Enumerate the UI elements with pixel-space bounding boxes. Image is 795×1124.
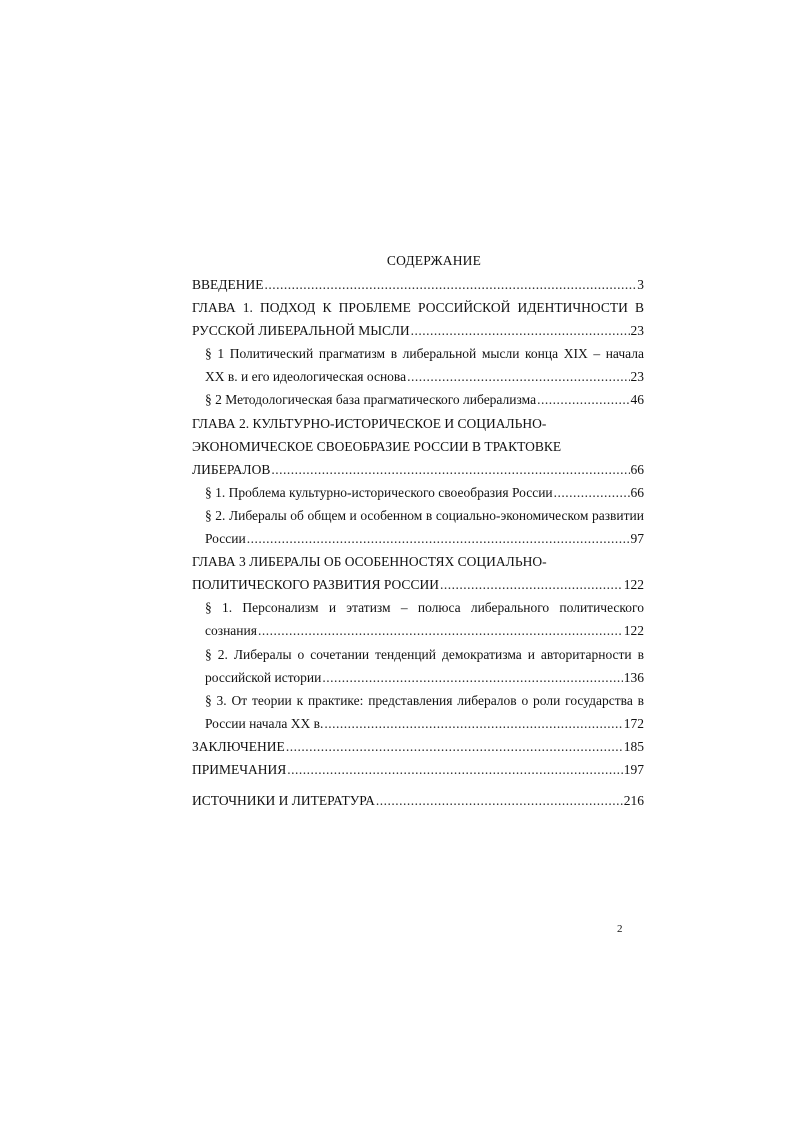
toc-entry-page: 97 xyxy=(630,531,644,547)
toc-entry-page: 66 xyxy=(630,484,644,500)
toc-entry-page: 122 xyxy=(623,577,644,593)
toc-entry-text: § 3. От теории к практике: представления либералов о роли государства в xyxy=(205,692,644,708)
toc-entry-text: РУССКОЙ ЛИБЕРАЛЬНОЙ МЫСЛИ xyxy=(192,323,410,339)
toc-entry-text: ПРИМЕЧАНИЯ xyxy=(192,761,287,777)
toc-entry xyxy=(192,596,644,619)
dot-leader xyxy=(324,712,622,735)
toc-entry-text: § 2 Методологическая база прагматического либерализма xyxy=(205,392,537,408)
dot-leader xyxy=(440,573,623,596)
toc-entry-page: 66 xyxy=(630,461,644,477)
toc-entry xyxy=(192,365,644,388)
toc-entry-text: России xyxy=(205,531,246,547)
toc-entry-text: ЛИБЕРАЛОВ xyxy=(192,461,271,477)
dot-leader xyxy=(537,388,629,411)
toc-entry xyxy=(192,388,644,411)
toc-entry-page: 136 xyxy=(623,669,644,685)
toc-entry xyxy=(192,550,644,573)
table-of-contents xyxy=(192,273,644,812)
toc-entry-page: 23 xyxy=(630,323,644,339)
toc-entry-text: § 1 Политический прагматизм в либеральной мысли конца XIX – начала xyxy=(205,346,644,362)
toc-entry xyxy=(192,666,644,689)
dot-leader xyxy=(411,319,630,342)
toc-entry-page: 46 xyxy=(630,392,644,408)
toc-entry xyxy=(192,296,644,319)
toc-entry xyxy=(192,619,644,642)
dot-leader xyxy=(407,365,629,388)
toc-entry-text: § 1. Персонализм и этатизм – полюса либерального политического xyxy=(205,600,644,616)
toc-entry-text: § 1. Проблема культурно-исторического своеобразия России xyxy=(205,484,553,500)
dot-leader xyxy=(271,458,629,481)
toc-entry-text: России начала XX в. xyxy=(205,715,324,731)
toc-entry xyxy=(192,758,644,781)
toc-entry-text: ВВЕДЕНИЕ xyxy=(192,277,264,292)
dot-leader xyxy=(264,273,636,296)
toc-entry-text: ЗАКЛЮЧЕНИЕ xyxy=(192,738,285,754)
toc-entry-text: сознания xyxy=(205,623,257,639)
toc-entry-page: 197 xyxy=(623,761,644,777)
toc-entry-text: ПОЛИТИЧЕСКОГО РАЗВИТИЯ РОССИИ xyxy=(192,577,439,593)
toc-entry-page: 216 xyxy=(623,793,644,809)
toc-entry xyxy=(192,712,644,735)
toc-entry-text: ГЛАВА 2. КУЛЬТУРНО-ИСТОРИЧЕСКОЕ И СОЦИАЛЬНО- xyxy=(192,415,547,431)
dot-leader xyxy=(286,735,623,758)
toc-entry xyxy=(192,789,644,812)
toc-entry xyxy=(192,412,644,435)
toc-entry xyxy=(192,689,644,712)
toc-entry xyxy=(192,458,644,481)
toc-entry-text: ГЛАВА 3 ЛИБЕРАЛЫ ОБ ОСОБЕННОСТЯХ СОЦИАЛЬНО- xyxy=(192,554,547,570)
toc-entry-text: ИСТОЧНИКИ И ЛИТЕРАТУРА xyxy=(192,793,375,809)
toc-entry xyxy=(192,342,644,365)
dot-leader xyxy=(287,758,622,781)
page-title: СОДЕРЖАНИЕ xyxy=(386,253,482,268)
toc-entry xyxy=(192,319,644,342)
toc-entry xyxy=(192,573,644,596)
toc-entry-text: XX в. и его идеологическая основа xyxy=(205,369,407,385)
toc-entry-page: 185 xyxy=(623,738,644,754)
page-number: 2 xyxy=(617,923,623,935)
dot-leader xyxy=(554,481,630,504)
toc-entry-page: 23 xyxy=(630,369,644,385)
toc-entry-text: российской истории xyxy=(205,669,322,685)
dot-leader xyxy=(247,527,630,550)
toc-entry-text: ГЛАВА 1. ПОДХОД К ПРОБЛЕМЕ РОССИЙСКОЙ ИДЕНТИЧНОСТИ В xyxy=(192,300,644,316)
toc-entry-page: 3 xyxy=(637,277,644,292)
toc-entry-text: ЭКОНОМИЧЕСКОЕ СВОЕОБРАЗИЕ РОССИИ В ТРАКТОВКЕ xyxy=(192,438,562,454)
toc-entry xyxy=(192,643,644,666)
toc-entry-page: 122 xyxy=(623,623,644,639)
toc-entry xyxy=(192,735,644,758)
toc-entry-text: § 2. Либералы о сочетании тенденций демократизма и авторитарности в xyxy=(205,646,644,662)
toc-entry xyxy=(192,481,644,504)
toc-entry-text: § 2. Либералы об общем и особенном в социально-экономическом развитии xyxy=(205,507,644,523)
dot-leader xyxy=(322,666,622,689)
dot-leader xyxy=(376,789,623,812)
dot-leader xyxy=(258,619,623,642)
toc-entry xyxy=(192,504,644,527)
toc-entry xyxy=(192,273,644,296)
toc-entry xyxy=(192,527,644,550)
toc-entry-page: 172 xyxy=(623,715,644,731)
toc-entry xyxy=(192,435,644,458)
